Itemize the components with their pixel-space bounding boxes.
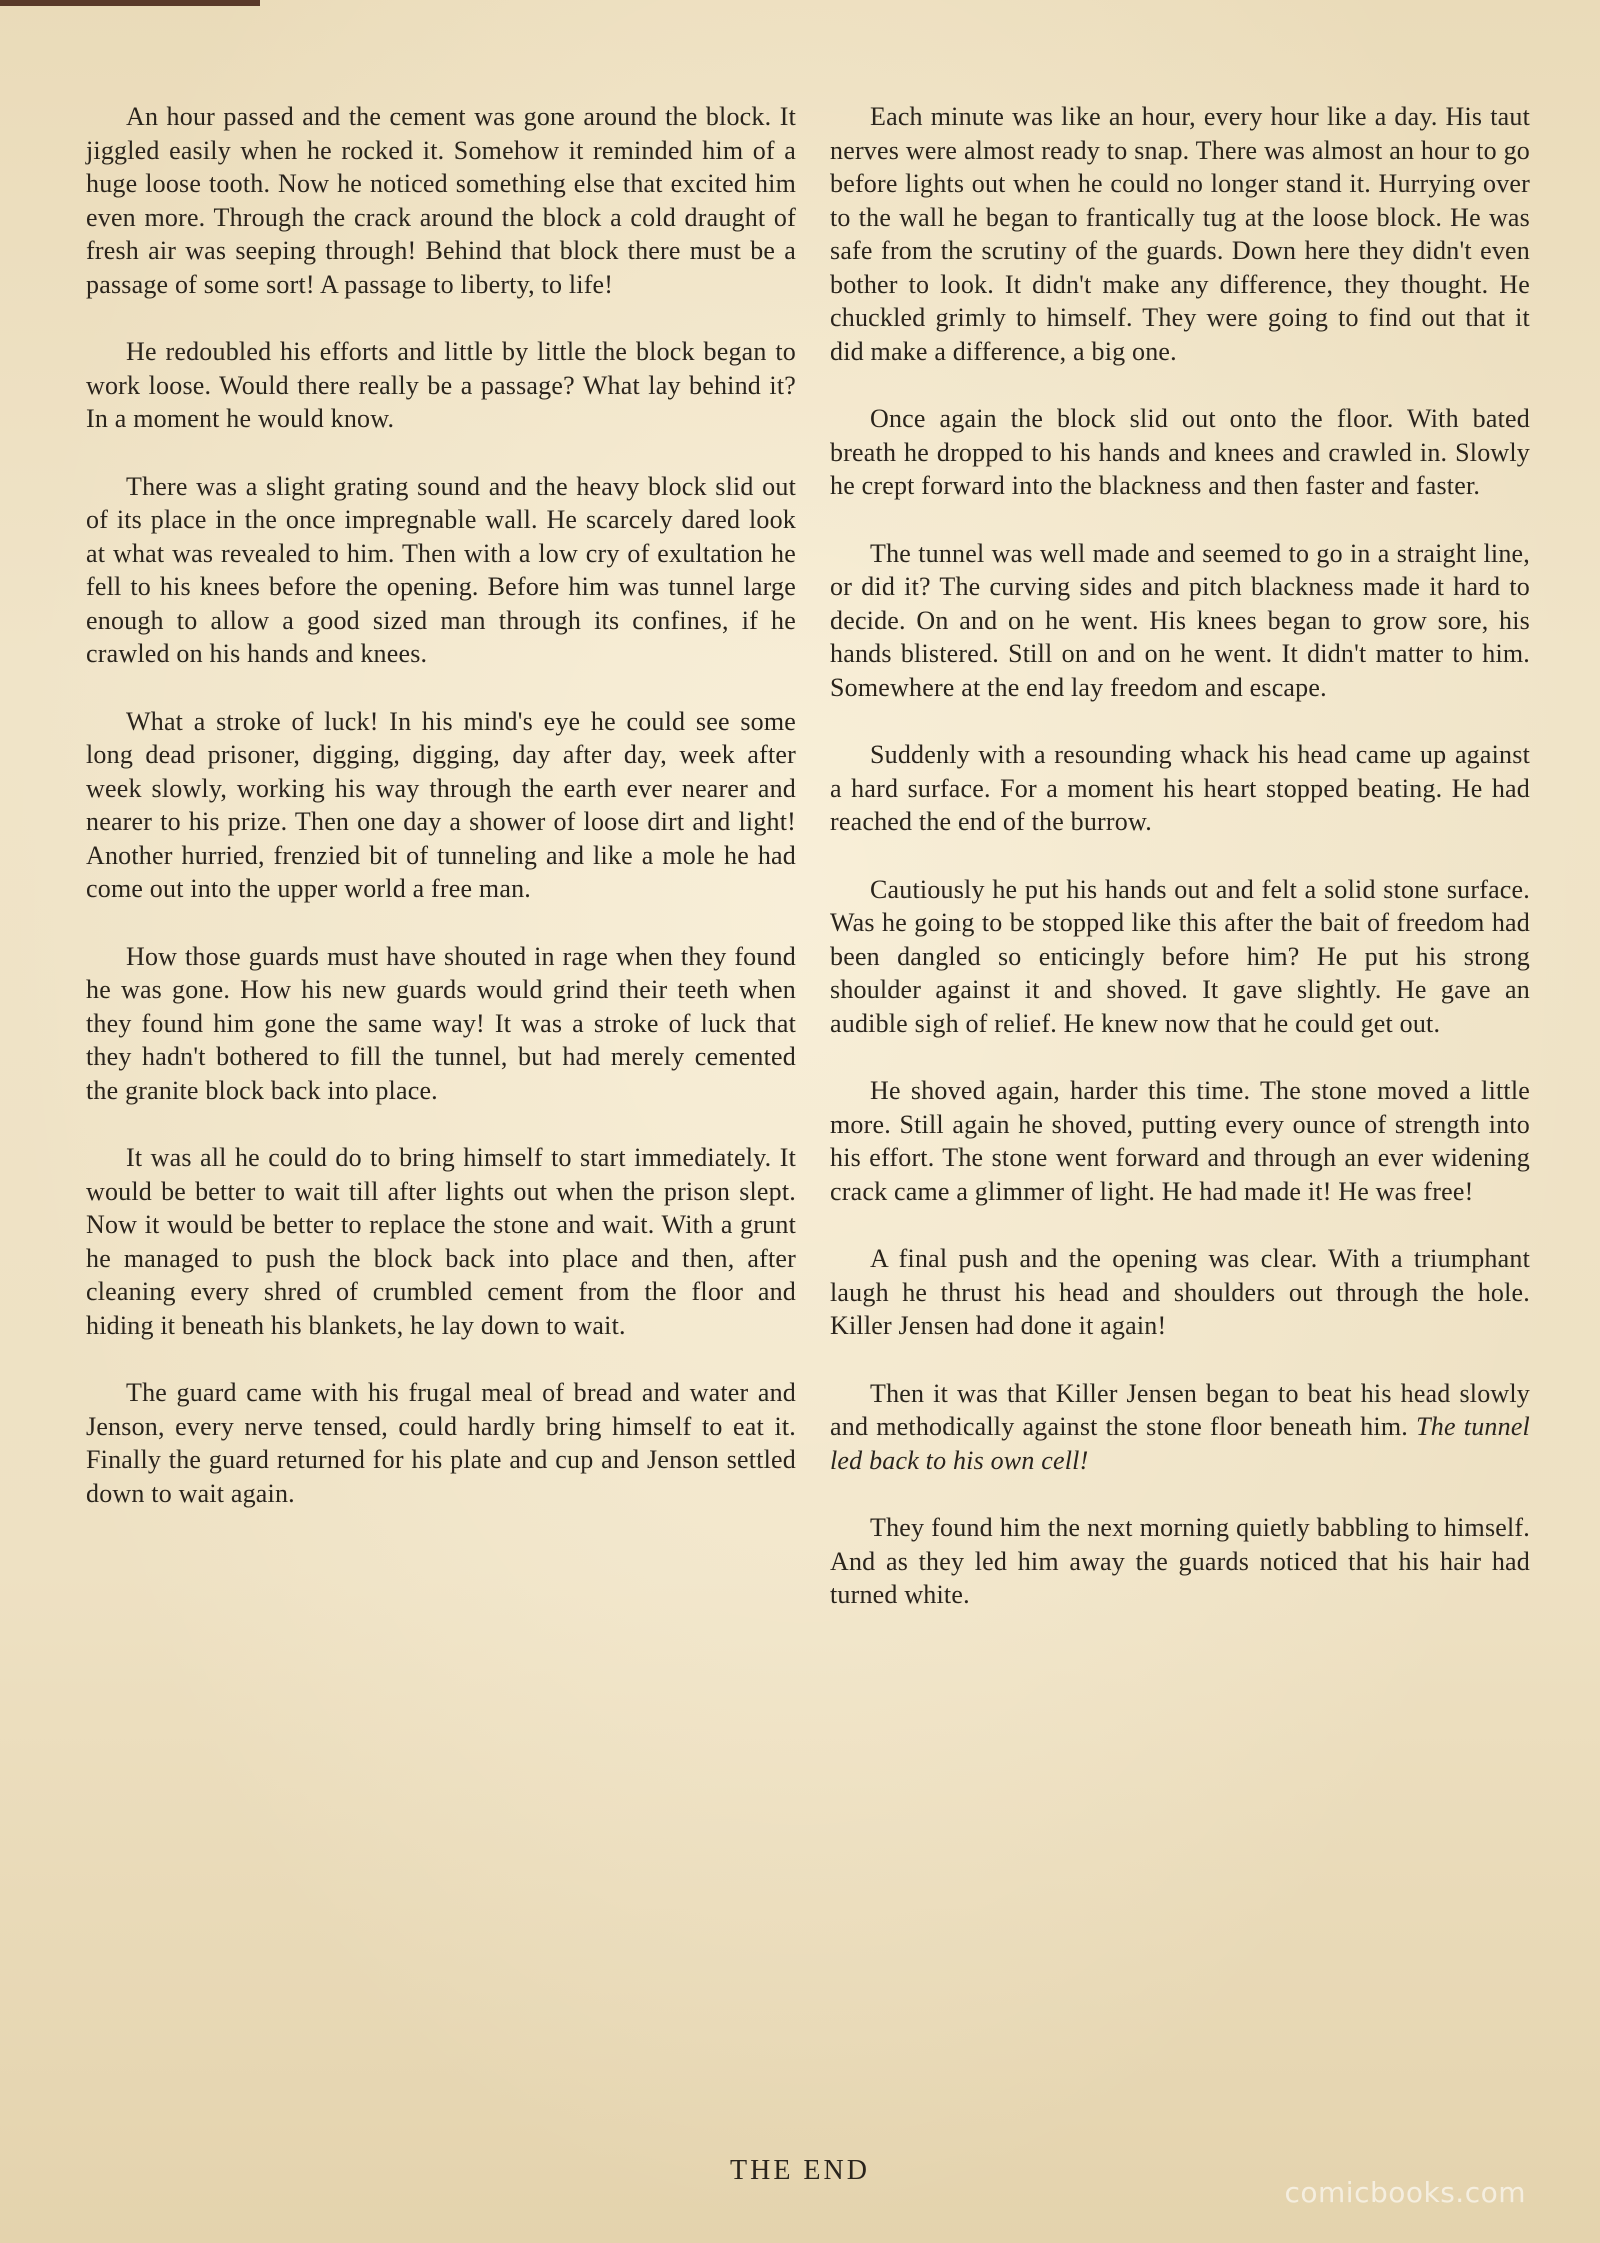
twist-reveal-text: The tunnel led back to his own cell! [830,1412,1530,1475]
top-edge-strip [0,0,260,6]
right-paragraph-9: They found him the next morning quietly babbling to himself. And as they led him away the guards noticed that his hair had turned white. [830,1513,1530,1609]
left-paragraph-7: The guard came with his frugal meal of bread and water and Jenson, every nerve tensed, could hardly bring himself to eat it. Finally the guard returned for his plate and cup and Jenson settled down to wait again. [86,1378,796,1508]
left-paragraph-6: It was all he could do to bring himself to start immediately. It would be better to wait till after lights out when the prison slept. Now it would be better to replace the stone and wait. With a grunt he managed to push the block back into place and then, after cleaning every shred of crumbled cement from the floor and hiding it beneath his blankets, he lay down to wait. [86,1143,796,1340]
left-paragraph-5: How those guards must have shouted in rage when they found he was gone. How his new guards would grind their teeth when they found him gone the same way! It was a stroke of luck that they hadn't bothered to fill the tunnel, but had merely cemented the granite block back into place. [86,941,796,1105]
right-paragraph-5: Cautiously he put his hands out and felt a solid stone surface. Was he going to be stopped like this after the bait of freedom had been dangled so enticingly before him? He put his strong shoulder against it and shoved. It gave slightly. He gave an audible sigh of relief. He knew now that he could get out. [830,874,1530,1038]
left-paragraph-3: There was a slight grating sound and the heavy block slid out of its place in the once impregnable wall. He scarcely dared look at what was revealed to him. Then with a low cry of exultation he fell to his knees before the opening. Before him was tunnel large enough to allow a good sized man through its confines, if he crawled on his hands and knees. [86,471,796,668]
right-paragraph-8 [830,1377,1530,1478]
the-end-caption: THE END [730,2155,870,2186]
left-column [86,100,796,1544]
right-column [830,100,1530,1646]
right-paragraph-6: He shoved again, harder this time. The stone moved a little more. Still again he shoved, putting every ounce of strength into his effort. The stone went forward and through an ever widening crack came a glimmer of light. He had made it! He was free! [830,1076,1530,1206]
right-paragraph-4: Suddenly with a resounding whack his head came up against a hard surface. For a moment his heart stopped beating. He had reached the end of the burrow. [830,740,1530,836]
twist-setup-text: Then it was that Killer Jensen began to beat his head slowly and methodically against the stone floor beneath him. [830,1378,1530,1441]
left-paragraph-2: He redoubled his efforts and little by little the block began to work loose. Would there really be a passage? What lay behind it? In a moment he would know. [86,337,796,433]
left-paragraph-1: An hour passed and the cement was gone around the block. It jiggled easily when he rocked it. Somehow it reminded him of a huge loose tooth. Now he noticed something else that excited him even more. Through the crack around the block a cold draught of fresh air was seeping through! Behind that block there must be a passage of some sort! A passage to liberty, to life! [86,102,796,299]
right-paragraph-1: Each minute was like an hour, every hour like a day. His taut nerves were almost ready to snap. There was almost an hour to go before lights out when he could no longer stand it. Hurrying over to the wall he began to frantically tug at the loose block. He was safe from the scrutiny of the guards. Down here they didn't even bother to look. It didn't make any difference, they thought. He chuckled grimly to himself. They were going to find out that it did make a difference, a big one. [830,102,1530,366]
right-paragraph-7: A final push and the opening was clear. With a triumphant laugh he thrust his head and shoulders out through the hole. Killer Jensen had done it again! [830,1244,1530,1340]
right-paragraph-3: The tunnel was well made and seemed to go in a straight line, or did it? The curving sides and pitch blackness made it hard to decide. On and on he went. His knees began to grow sore, his hands blistered. Still on and on he went. It didn't matter to him. Somewhere at the end lay freedom and escape. [830,538,1530,702]
left-paragraph-4: What a stroke of luck! In his mind's eye he could see some long dead prisoner, digging, digging, day after day, week after week slowly, working his way through the earth ever nearer and nearer to his prize. Then one day a shower of loose dirt and light! Another hurried, frenzied bit of tunneling and like a mole he had come out into the upper world a free man. [86,706,796,903]
source-watermark: comicbooks.com [1284,2176,1526,2209]
right-paragraph-2: Once again the block slid out onto the floor. With bated breath he dropped to his hands and knees and crawled in. Slowly he crept forward into the blackness and then faster and faster. [830,404,1530,500]
